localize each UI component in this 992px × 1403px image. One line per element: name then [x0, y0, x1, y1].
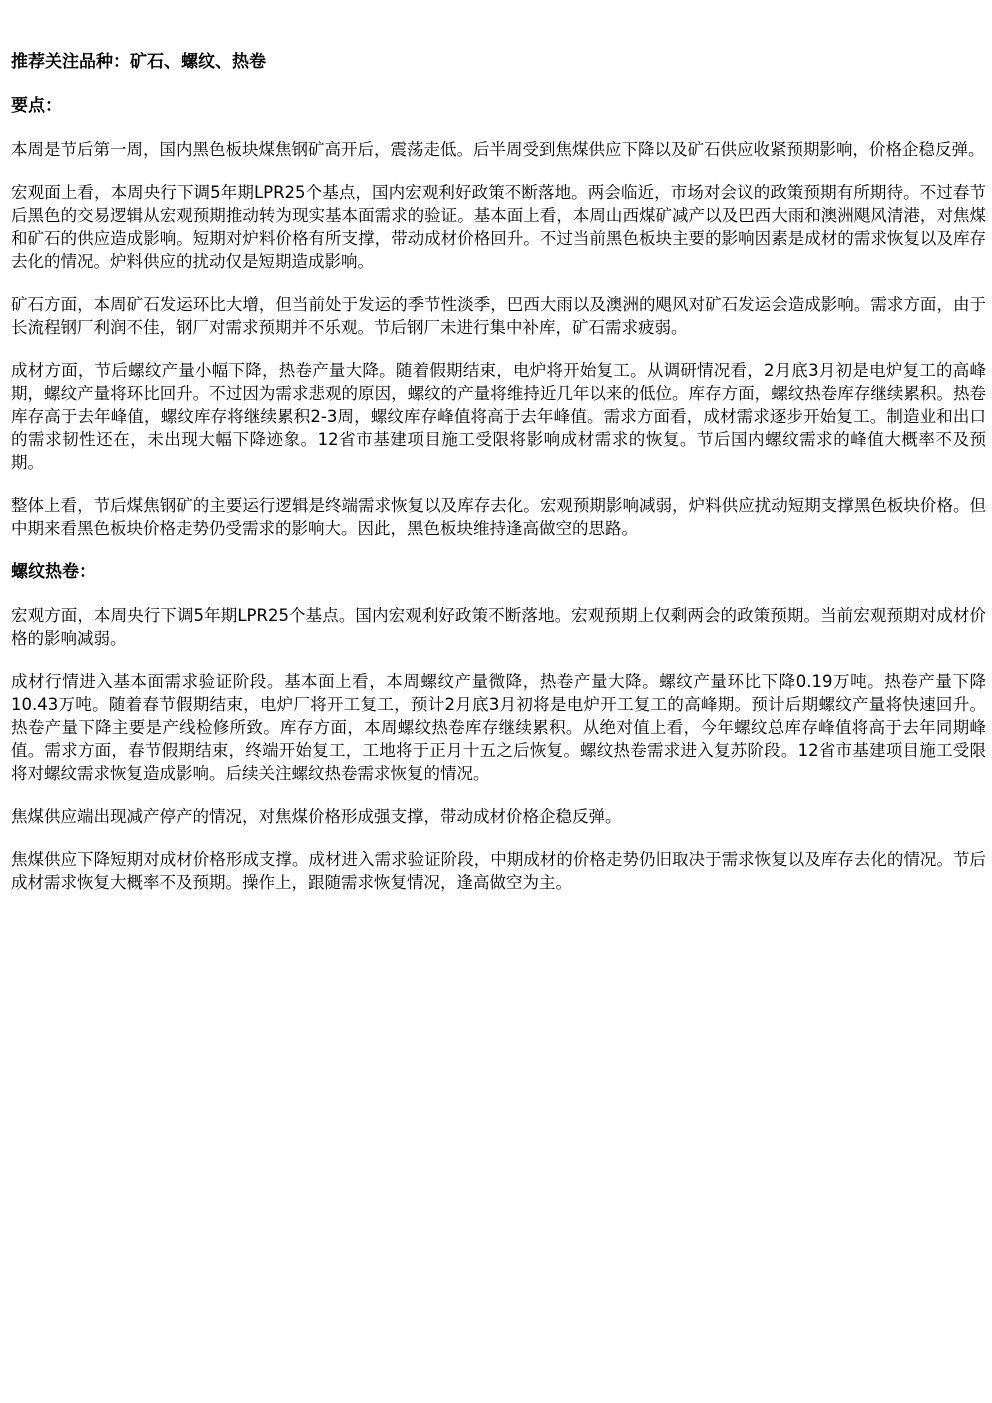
keypoints-paragraph-3: 矿石方面，本周矿石发运环比大增，但当前处于发运的季节性淡季，巴西大雨以及澳洲的飓风对矿石发运会造成影响。需求方面，由于长流程钢厂利润不佳，钢厂对需求预期并不乐观。节后钢厂未进行集中补库，矿石需求疲弱。 — [11, 295, 986, 337]
keypoints-paragraph-1: 本周是节后第一周，国内黑色板块煤焦钢矿高开后，震荡走低。后半周受到焦煤供应下降以及矿石供应收紧预期影响，价格企稳反弹。 — [11, 140, 985, 159]
rebar-paragraph-3: 焦煤供应端出现减产停产的情况，对焦煤价格形成强支撑，带动成材价格企稳反弹。 — [11, 807, 622, 826]
rebar-heading: 螺纹热卷： — [11, 562, 96, 582]
keypoints-heading: 要点： — [11, 96, 62, 116]
document-page — [11, 50, 986, 914]
rebar-paragraph-4: 焦煤供应下降短期对成材价格形成支撑。成材进入需求验证阶段，中期成材的价格走势仍旧取决于需求恢复以及库存去化的情况。节后成材需求恢复大概率不及预期。操作上，跟随需求恢复情况，逢高做空为主。 — [11, 850, 986, 892]
keypoints-paragraph-2: 宏观面上看，本周央行下调5年期LPR25个基点，国内宏观利好政策不断落地。两会临近，市场对会议的政策预期有所期待。不过春节后黑色的交易逻辑从宏观预期推动转为现实基本面需求的验证。基本面上看，本周山西煤矿减产以及巴西大雨和澳洲飓风清港，对焦煤和矿石的供应造成影响。短期对炉料价格有所支撑，带动成材价格回升。不过当前黑色板块主要的影响因素是成材的需求恢复以及库存去化的情况。炉料供应的扰动仅是短期造成影响。 — [11, 183, 986, 271]
rebar-paragraph-2: 成材行情进入基本面需求验证阶段。基本面上看，本周螺纹产量微降，热卷产量大降。螺纹产量环比下降0.19万吨。热卷产量下降10.43万吨。随着春节假期结束，电炉厂将开工复工，预计2月底3月初将是电炉开工复工的高峰期。预计后期螺纹产量将快速回升。热卷产量下降主要是产线检修所致。库存方面，本周螺纹热卷库存继续累积。从绝对值上看，今年螺纹总库存峰值将高于去年同期峰值。需求方面，春节假期结束，终端开始复工，工地将于正月十五之后恢复。螺纹热卷需求进入复苏阶段。12省市基建项目施工受限将对螺纹需求恢复造成影响。后续关注螺纹热卷需求恢复的情况。 — [11, 672, 986, 783]
recommend-heading: 推荐关注品种：矿石、螺纹、热卷 — [11, 52, 266, 72]
keypoints-paragraph-5: 整体上看，节后煤焦钢矿的主要运行逻辑是终端需求恢复以及库存去化。宏观预期影响减弱，炉料供应扰动短期支撑黑色板块价格。但中期来看黑色板块价格走势仍受需求的影响大。因此，黑色板块维持逢高做空的思路。 — [11, 496, 986, 538]
rebar-paragraph-1: 宏观方面，本周央行下调5年期LPR25个基点。国内宏观利好政策不断落地。宏观预期上仅剩两会的政策预期。当前宏观预期对成材价格的影响减弱。 — [11, 606, 986, 648]
keypoints-paragraph-4: 成材方面，节后螺纹产量小幅下降，热卷产量大降。随着假期结束，电炉将开始复工。从调研情况看，2月底3月初是电炉复工的高峰期，螺纹产量将环比回升。不过因为需求悲观的原因，螺纹的产量将维持近几年以来的低位。库存方面，螺纹热卷库存继续累积。热卷库存高于去年峰值，螺纹库存将继续累积2-3周，螺纹库存峰值将高于去年峰值。需求方面看，成材需求逐步开始复工。制造业和出口的需求韧性还在，未出现大幅下降迹象。12省市基建项目施工受限将影响成材需求的恢复。节后国内螺纹需求的峰值大概率不及预期。 — [11, 361, 986, 472]
